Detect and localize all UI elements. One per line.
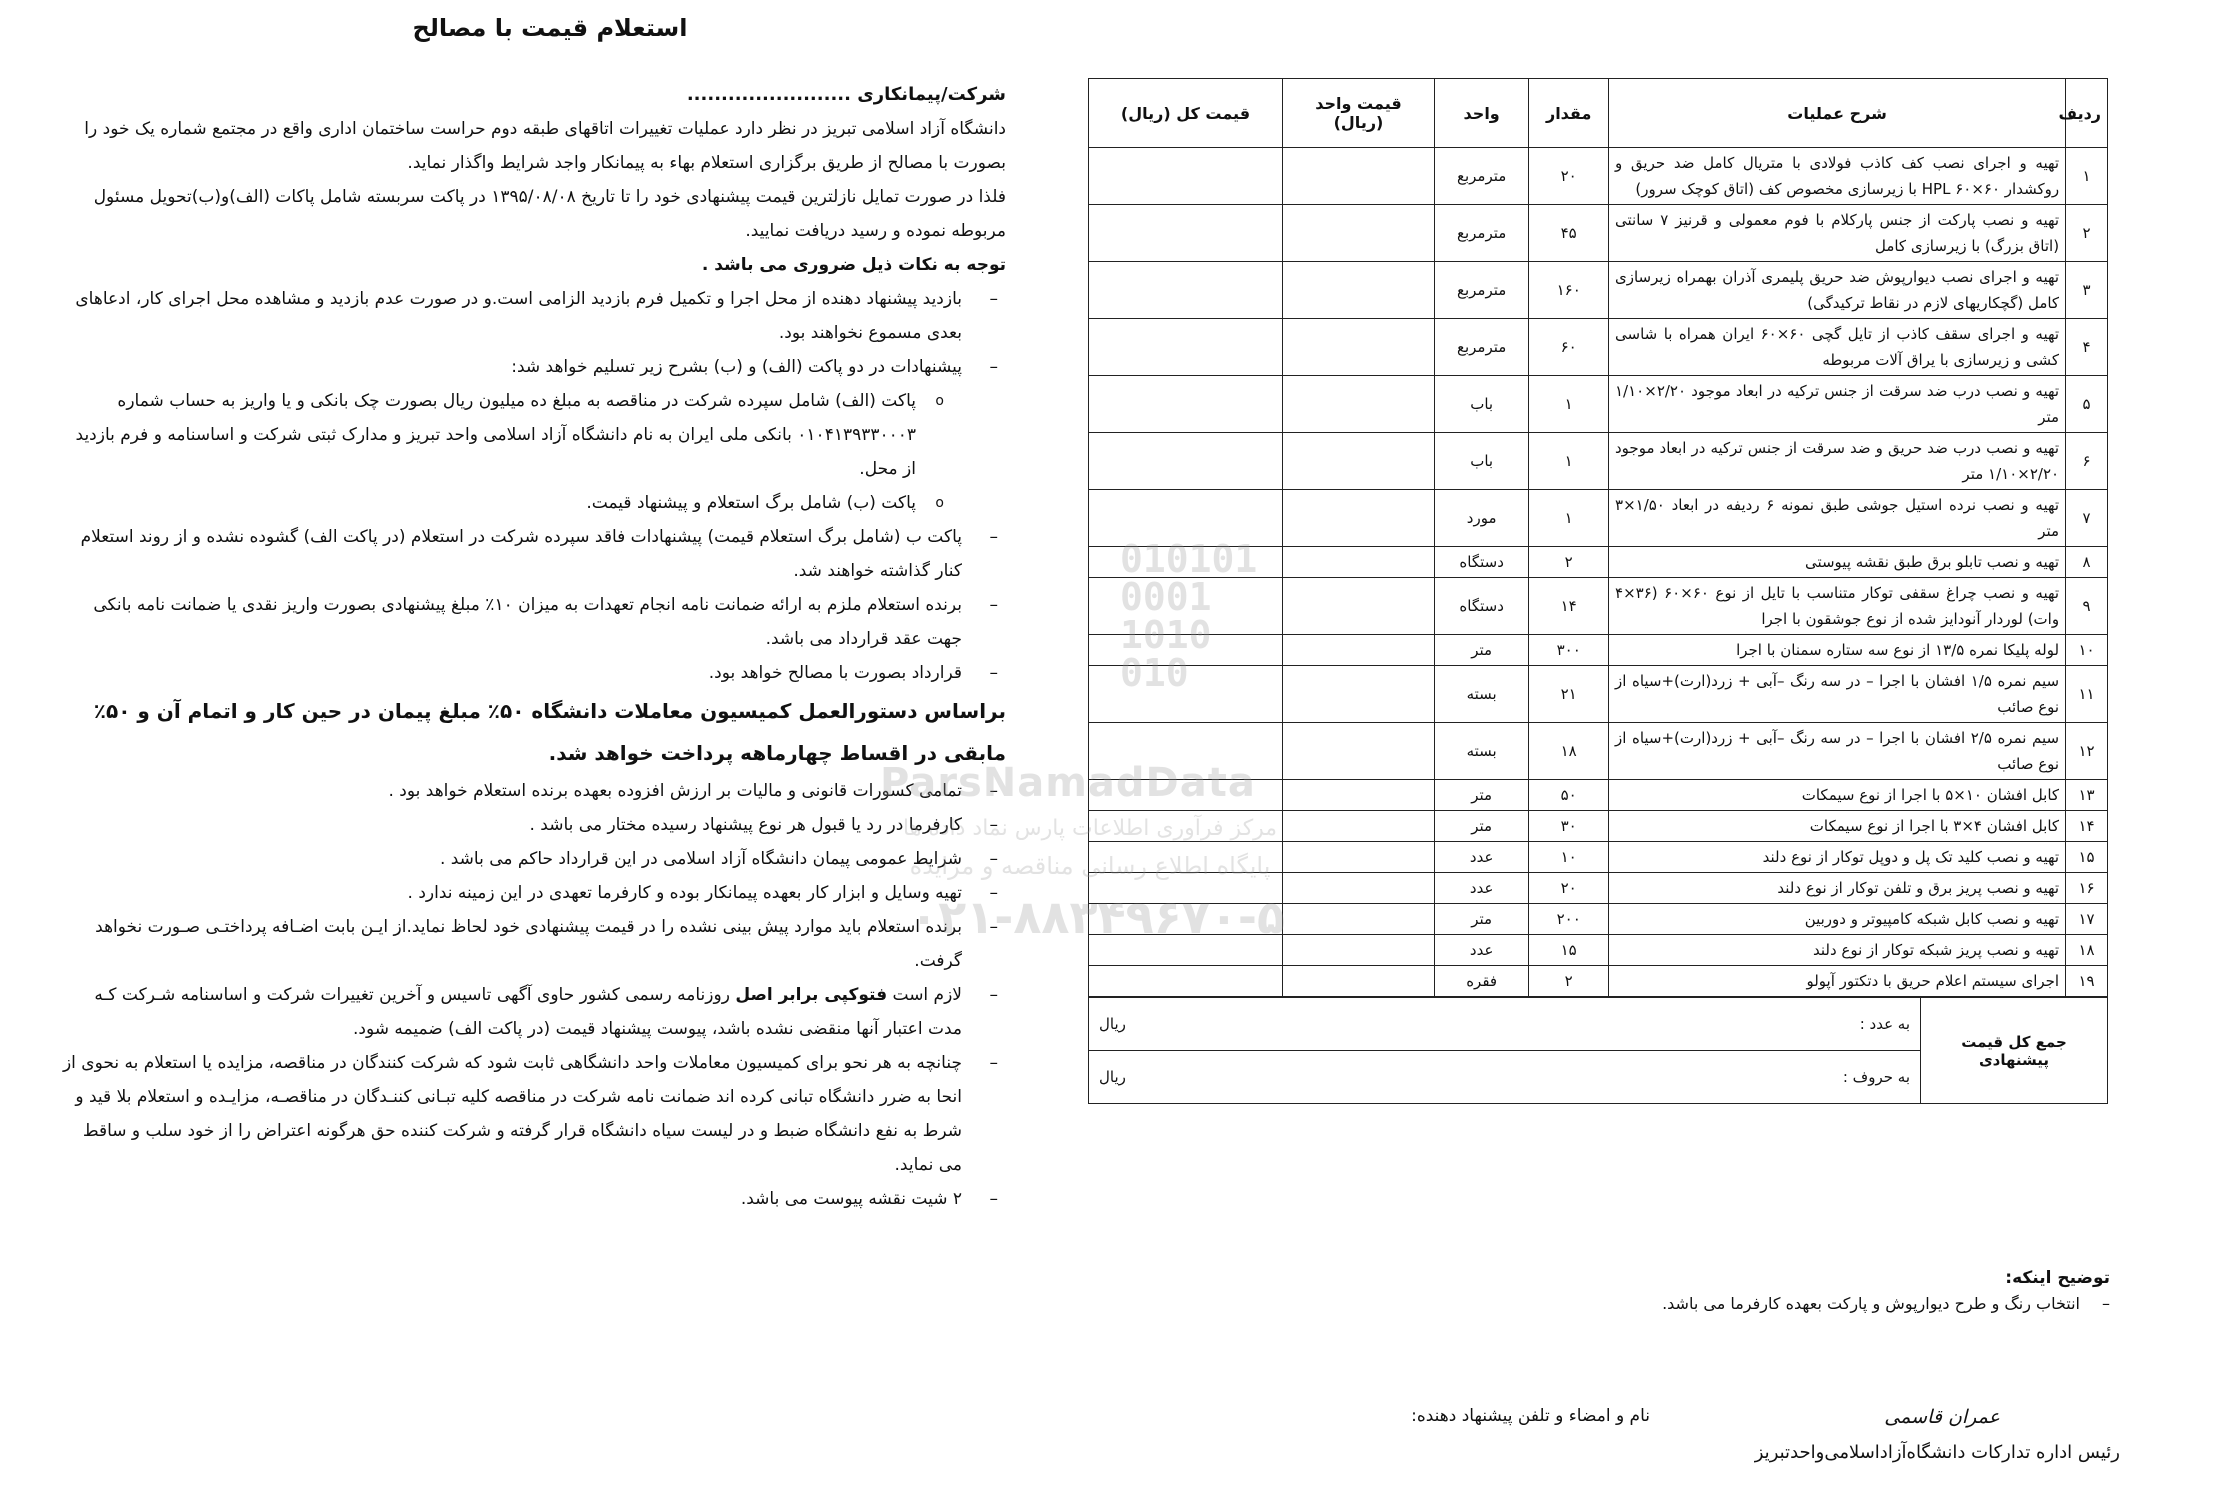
description-cell: کابل افشان ۴×۳ با اجرا از نوع سیمکات bbox=[1609, 811, 2066, 842]
description-cell: اجرای سیستم اعلام حریق با دتکتور آپولو bbox=[1609, 966, 2066, 997]
total-price-cell[interactable] bbox=[1089, 666, 1283, 723]
header-unit-price: قیمت واحد (ریال) bbox=[1282, 79, 1434, 148]
total-price-cell[interactable] bbox=[1089, 935, 1283, 966]
total-price-cell[interactable] bbox=[1089, 811, 1283, 842]
total-price-cell[interactable] bbox=[1089, 780, 1283, 811]
condition-item: – پیشنهادات در دو پاکت (الف) و (ب) بشرح زیر تسلیم خواهد شد: bbox=[60, 350, 1006, 384]
condition-item: – برنده استعلام ملزم به ارائه ضمانت نامه انجام تعهدات به میزان ۱۰٪ مبلغ پیشنهادی بصورت واریز نقدی یا ضمانت نامه بانکی جهت عقد قرارداد می باشد. bbox=[60, 588, 1006, 656]
table-row bbox=[1089, 635, 2108, 666]
condition-item: – بازدید پیشنهاد دهنده از محل اجرا و تکمیل فرم بازدید الزامی است.و در صورت عدم بازدید و مشاهده محل اجرای کار، ادعاهای بعدی مسموع نخواهند بود. bbox=[60, 282, 1006, 350]
unit-price-cell[interactable] bbox=[1282, 547, 1434, 578]
header-quantity: مقدار bbox=[1529, 79, 1609, 148]
row-number-cell: ۷ bbox=[2066, 490, 2108, 547]
unit-cell: مترمربع bbox=[1434, 319, 1528, 376]
table-row bbox=[1089, 262, 2108, 319]
table-row bbox=[1089, 842, 2108, 873]
note-item: –انتخاب رنگ و طرح دیوارپوش و پارکت بعهده کارفرما می باشد. bbox=[1662, 1294, 2110, 1313]
quantity-cell: ۲۰۰ bbox=[1529, 904, 1609, 935]
row-number-cell: ۱ bbox=[2066, 148, 2108, 205]
row-number-cell: ۸ bbox=[2066, 547, 2108, 578]
total-price-cell[interactable] bbox=[1089, 723, 1283, 780]
table-row bbox=[1089, 376, 2108, 433]
total-price-cell[interactable] bbox=[1089, 148, 1283, 205]
table-row bbox=[1089, 723, 2108, 780]
condition-item: – تهیه وسایل و ابزار کار بعهده پیمانکار بوده و کارفرما تعهدی در این زمینه ندارد . bbox=[60, 876, 1006, 910]
intro-paragraph: دانشگاه آزاد اسلامی تبریز در نظر دارد عملیات تغییرات اتاقهای طبقه دوم حراست ساختمان اداری واقع در مجتمع شماره یک خود را بصورت با مصالح از طریق برگزاری استعلام بهاء به پیمانکار واجد شرایط واگذار نماید. bbox=[84, 119, 1006, 173]
table-row bbox=[1089, 578, 2108, 635]
total-price-cell[interactable] bbox=[1089, 873, 1283, 904]
unit-cell: متر bbox=[1434, 780, 1528, 811]
unit-price-cell[interactable] bbox=[1282, 490, 1434, 547]
unit-cell: باب bbox=[1434, 433, 1528, 490]
table-row bbox=[1089, 205, 2108, 262]
description-cell: تهیه و نصب کلید تک پل و دوپل توکار از نوع دلند bbox=[1609, 842, 2066, 873]
quantity-cell: ۱۶۰ bbox=[1529, 262, 1609, 319]
condition-item: – ۲ شیت نقشه پیوست می باشد. bbox=[60, 1182, 1006, 1216]
unit-price-cell[interactable] bbox=[1282, 319, 1434, 376]
description-cell: سیم نمره ۲/۵ افشان با اجرا – در سه رنگ –آبی + زرد(ارت)+سیاه از نوع صائب bbox=[1609, 723, 2066, 780]
unit-cell: بسته bbox=[1434, 723, 1528, 780]
quantity-cell: ۶۰ bbox=[1529, 319, 1609, 376]
condition-item: – قرارداد بصورت با مصالح خواهد بود. bbox=[60, 656, 1006, 690]
quantity-cell: ۵۰ bbox=[1529, 780, 1609, 811]
description-cell: کابل افشان ۱۰×۵ با اجرا از نوع سیمکات bbox=[1609, 780, 2066, 811]
description-cell: لوله پلیکا نمره ۱۳/۵ از نوع سه ستاره سمنان با اجرا bbox=[1609, 635, 2066, 666]
total-price-cell[interactable] bbox=[1089, 490, 1283, 547]
description-cell: تهیه و نصب کابل شبکه کامپیوتر و دوربین bbox=[1609, 904, 2066, 935]
quantity-cell: ۴۵ bbox=[1529, 205, 1609, 262]
row-number-cell: ۱۰ bbox=[2066, 635, 2108, 666]
row-number-cell: ۴ bbox=[2066, 319, 2108, 376]
description-cell: سیم نمره ۱/۵ افشان با اجرا – در سه رنگ –آبی + زرد(ارت)+سیاه از نوع صائب bbox=[1609, 666, 2066, 723]
row-number-cell: ۳ bbox=[2066, 262, 2108, 319]
signer-name: عمران قاسمی bbox=[1884, 1406, 2000, 1428]
quantity-cell: ۲۰ bbox=[1529, 148, 1609, 205]
unit-cell: متر bbox=[1434, 811, 1528, 842]
quantity-cell: ۲۱ bbox=[1529, 666, 1609, 723]
description-cell: تهیه و نصب چراغ سقفی توکار متناسب با تایل از نوع ۶۰×۶۰ (۳۶×۴ وات) لوردار آنودایز شده از نوع جوشقون با اجرا bbox=[1609, 578, 2066, 635]
watermark-digits: 010101 0001 1010 010 bbox=[1120, 537, 1258, 695]
unit-cell: دستگاه bbox=[1434, 547, 1528, 578]
company-line: شرکت/پیمانکاری ........................ bbox=[686, 84, 1006, 105]
row-number-cell: ۲ bbox=[2066, 205, 2108, 262]
header-row-number: ردیف bbox=[2066, 79, 2108, 148]
total-price-cell[interactable] bbox=[1089, 319, 1283, 376]
currency-label: ریال bbox=[1099, 1015, 1126, 1033]
table-row bbox=[1089, 666, 2108, 723]
payment-terms: براساس دستورالعمل کمیسیون معاملات دانشگاه ۵۰٪ مبلغ پیمان در حین کار و اتمام آن و ۵۰٪ مابقی در اقساط چهارماهه پرداخت خواهد شد. bbox=[93, 699, 1006, 765]
description-cell: تهیه و اجرای نصب کف کاذب فولادی با متریال کامل ضد حریق و روکشدار HPL ۶۰×۶۰ با زیرسازی مخصوص کف (اتاق کوچک سرور) bbox=[1609, 148, 2066, 205]
row-number-cell: ۱۹ bbox=[2066, 966, 2108, 997]
unit-cell: فقره bbox=[1434, 966, 1528, 997]
unit-cell: متر bbox=[1434, 904, 1528, 935]
total-price-cell[interactable] bbox=[1089, 262, 1283, 319]
total-price-cell[interactable] bbox=[1089, 547, 1283, 578]
quantity-cell: ۲ bbox=[1529, 966, 1609, 997]
watermark-line1: مرکز فرآوری اطلاعات پارس نماد داده ها bbox=[902, 816, 1278, 841]
unit-cell: مترمربع bbox=[1434, 262, 1528, 319]
description-cell: تهیه و نصب نرده استیل جوشی طبق نمونه ۶ ردیفه در ابعاد ۱/۵۰×۳ متر bbox=[1609, 490, 2066, 547]
quantity-cell: ۱ bbox=[1529, 433, 1609, 490]
table-body bbox=[1089, 148, 2108, 997]
unit-price-cell[interactable] bbox=[1282, 205, 1434, 262]
quantity-cell: ۱۸ bbox=[1529, 723, 1609, 780]
row-number-cell: ۱۵ bbox=[2066, 842, 2108, 873]
unit-price-cell[interactable] bbox=[1282, 966, 1434, 997]
total-price-cell[interactable] bbox=[1089, 376, 1283, 433]
quantity-cell: ۲ bbox=[1529, 547, 1609, 578]
table-row bbox=[1089, 966, 2108, 997]
unit-price-cell[interactable] bbox=[1282, 935, 1434, 966]
description-cell: تهیه و نصب درب ضد حریق و ضد سرقت از جنس ترکیه در ابعاد موجود ۲/۲۰×۱/۱۰ متر bbox=[1609, 433, 2066, 490]
total-by-words[interactable] bbox=[1089, 1051, 1921, 1104]
unit-price-cell[interactable] bbox=[1282, 376, 1434, 433]
description-cell: تهیه و نصب پریز شبکه توکار از نوع دلند bbox=[1609, 935, 2066, 966]
unit-price-cell[interactable] bbox=[1282, 433, 1434, 490]
unit-cell: باب bbox=[1434, 376, 1528, 433]
quantity-cell: ۱ bbox=[1529, 376, 1609, 433]
row-number-cell: ۱۴ bbox=[2066, 811, 2108, 842]
condition-item: – چنانچه به هر نحو برای کمیسیون معاملات واحد دانشگاهی ثابت شود که شرکت کنندگان در مناقصه، مزایده یا استعلام به نحوی از انحا به ضرر دانشگاه تبانی کرده اند ضمانت نامه شرکت در مناقصه کلیه تبـانی کننـدگان در مناقصـه، مزایـده و استعلام بلا قید و شرط به نفع دانشگاه ضبط و در لیست سیاه دانشگاه قرار گرفته و شرکت کننده حق هرگونه اعتراض را از خود سلب و ساقط می نماید. bbox=[60, 1046, 1006, 1182]
total-price-cell[interactable] bbox=[1089, 966, 1283, 997]
signer-title: رئیس اداره تدارکات دانشگاه‌آزاداسلامی‌واحدتبریز bbox=[1754, 1442, 2120, 1463]
unit-price-cell[interactable] bbox=[1282, 148, 1434, 205]
unit-cell: مورد bbox=[1434, 490, 1528, 547]
unit-price-cell[interactable] bbox=[1282, 666, 1434, 723]
row-number-cell: ۵ bbox=[2066, 376, 2108, 433]
total-label: جمع کل قیمت پیشنهادی bbox=[1921, 998, 2108, 1104]
by-number-label: به عدد : bbox=[1859, 1015, 1910, 1033]
row-number-cell: ۱۲ bbox=[2066, 723, 2108, 780]
watermark-line2: پایگاه اطلاع رسانی مناقصه و مزایده bbox=[909, 852, 1271, 880]
row-number-cell: ۱۳ bbox=[2066, 780, 2108, 811]
quantity-cell: ۳۰ bbox=[1529, 811, 1609, 842]
unit-cell: دستگاه bbox=[1434, 578, 1528, 635]
row-number-cell: ۱۸ bbox=[2066, 935, 2108, 966]
attention-heading: توجه به نکات ذیل ضروری می باشد . bbox=[701, 255, 1006, 275]
row-number-cell: ۹ bbox=[2066, 578, 2108, 635]
unit-cell: متر bbox=[1434, 635, 1528, 666]
table-row bbox=[1089, 780, 2108, 811]
condition-item: – کارفرما در رد یا قبول هر نوع پیشنهاد رسیده مختار می باشد . bbox=[60, 808, 1006, 842]
table-row bbox=[1089, 148, 2108, 205]
header-unit: واحد bbox=[1434, 79, 1528, 148]
condition-item: – برنده استعلام باید موارد پیش بینی نشده را در قیمت پیشنهادی خود لحاظ نماید.از ایـن بابت اضـافه پرداختـی صـورت نخواهد گرفت. bbox=[60, 910, 1006, 978]
table-header-row bbox=[1089, 79, 2108, 148]
description-cell: تهیه و اجرای نصب دیوارپوش ضد حریق پلیمری آذران بهمراه زیرسازی کامل (گچکاریهای لازم در نقاط ترکیدگی) bbox=[1609, 262, 2066, 319]
total-price-cell[interactable] bbox=[1089, 205, 1283, 262]
table-row bbox=[1089, 811, 2108, 842]
description-cell: تهیه و نصب تابلو برق طبق نقشه پیوستی bbox=[1609, 547, 2066, 578]
currency-label: ریال bbox=[1099, 1068, 1126, 1086]
quantity-cell: ۳۰۰ bbox=[1529, 635, 1609, 666]
total-price-cell[interactable] bbox=[1089, 433, 1283, 490]
quantity-cell: ۱۰ bbox=[1529, 842, 1609, 873]
operations-table-section bbox=[1088, 78, 2108, 1104]
quantity-cell: ۲۰ bbox=[1529, 873, 1609, 904]
row-number-cell: ۶ bbox=[2066, 433, 2108, 490]
condition-item: – شرایط عمومی پیمان دانشگاه آزاد اسلامی در این قرارداد حاکم می باشد . bbox=[60, 842, 1006, 876]
condition-item: – لازم است فتوکپی برابر اصل روزنامه رسمی کشور حاوی آگهی تاسیس و آخرین تغییرات شرکت و اساسنامه شـرکت کـه مدت اعتبار آنها منقضی نشده باشد، پیوست پیشنهاد قیمت (در پاکت الف) ضمیمه شود. bbox=[60, 978, 1006, 1046]
unit-cell: مترمربع bbox=[1434, 205, 1528, 262]
quantity-cell: ۱۵ bbox=[1529, 935, 1609, 966]
quantity-cell: ۱ bbox=[1529, 490, 1609, 547]
watermark-brand: ParsNamadData bbox=[880, 760, 1256, 806]
unit-price-cell[interactable] bbox=[1282, 780, 1434, 811]
page-title: استعلام قیمت با مصالح bbox=[412, 14, 688, 42]
table-row bbox=[1089, 547, 2108, 578]
watermark-phone: ۰۲۱-۸۸۳۴۹۶۷۰-۵ bbox=[910, 890, 1286, 944]
description-cell: تهیه و اجرای سقف کاذب از تایل گچی ۶۰×۶۰ ایران همراه با شاسی کشی و زیرسازی با یراق آلات مربوطه bbox=[1609, 319, 2066, 376]
bidder-signature-label: نام و امضاء و تلفن پیشنهاد دهنده: bbox=[1411, 1406, 1650, 1426]
description-cell: تهیه و نصب درب ضد سرقت از جنس ترکیه در ابعاد موجود ۲/۲۰×۱/۱۰ متر bbox=[1609, 376, 2066, 433]
unit-price-cell[interactable] bbox=[1282, 578, 1434, 635]
header-description: شرح عملیات bbox=[1609, 79, 2066, 148]
unit-cell: بسته bbox=[1434, 666, 1528, 723]
condition-subitem: o پاکت (الف) شامل سپرده شرکت در مناقصه به مبلغ ده میلیون ریال بصورت چک بانکی و یا واریز به حساب شماره ۰۱۰۴۱۳۹۳۳۰۰۰۳ بانکی ملی ایران به نام دانشگاه آزاد اسلامی واحد تبریز و مدارک ثبتی شرکت و اساسنامه و فرم بازدید از محل. bbox=[60, 384, 1006, 486]
table-row bbox=[1089, 319, 2108, 376]
condition-item: – پاکت ب (شامل برگ استعلام قیمت) پیشنهادات فاقد سپرده شرکت در استعلام (در پاکت الف) گشوده نشده و از روند استعلام کنار گذاشته خواهند شد. bbox=[60, 520, 1006, 588]
table-row bbox=[1089, 873, 2108, 904]
table-row bbox=[1089, 935, 2108, 966]
by-words-label: به حروف : bbox=[1842, 1068, 1910, 1086]
row-number-cell: ۱۶ bbox=[2066, 873, 2108, 904]
condition-subitem: o پاکت (ب) شامل برگ استعلام و پیشنهاد قیمت. bbox=[60, 486, 1006, 520]
unit-price-cell[interactable] bbox=[1282, 635, 1434, 666]
unit-price-cell[interactable] bbox=[1282, 262, 1434, 319]
description-cell: تهیه و نصب پارکت از جنس پارکلام با فوم معمولی و قرنیز ۷ سانتی (اتاق بزرگ) با زیرسازی کامل bbox=[1609, 205, 2066, 262]
unit-price-cell[interactable] bbox=[1282, 723, 1434, 780]
total-by-number[interactable] bbox=[1089, 998, 1921, 1051]
total-price-cell[interactable] bbox=[1089, 578, 1283, 635]
total-price-cell[interactable] bbox=[1089, 904, 1283, 935]
unit-cell: مترمربع bbox=[1434, 148, 1528, 205]
description-cell: تهیه و نصب پریز برق و تلفن توکار از نوع دلند bbox=[1609, 873, 2066, 904]
unit-cell: عدد bbox=[1434, 873, 1528, 904]
unit-price-cell[interactable] bbox=[1282, 842, 1434, 873]
unit-cell: عدد bbox=[1434, 842, 1528, 873]
row-number-cell: ۱۱ bbox=[2066, 666, 2108, 723]
row-number-cell: ۱۷ bbox=[2066, 904, 2108, 935]
unit-price-cell[interactable] bbox=[1282, 904, 1434, 935]
deadline-paragraph: فلذا در صورت تمایل نازلترین قیمت پیشنهادی خود را تا تاریخ ۱۳۹۵/۰۸/۰۸ در پاکت سربسته شامل پاکات (الف)و(ب)تحویل مسئول مربوطه نموده و رسید دریافت نمایید. bbox=[93, 187, 1006, 241]
unit-price-cell[interactable] bbox=[1282, 873, 1434, 904]
table-row bbox=[1089, 904, 2108, 935]
table-row bbox=[1089, 433, 2108, 490]
table-row bbox=[1089, 490, 2108, 547]
operations-table bbox=[1088, 78, 2108, 997]
header-total-price: قیمت کل (ریال) bbox=[1089, 79, 1283, 148]
unit-cell: عدد bbox=[1434, 935, 1528, 966]
conditions-section bbox=[60, 78, 1006, 1216]
unit-price-cell[interactable] bbox=[1282, 811, 1434, 842]
quantity-cell: ۱۴ bbox=[1529, 578, 1609, 635]
notes-title: توضیح اینکه: bbox=[2005, 1268, 2110, 1288]
total-table bbox=[1088, 997, 2108, 1104]
condition-item: – تمامی کسورات قانونی و مالیات بر ارزش افزوده بعهده برنده استعلام خواهد بود . bbox=[60, 774, 1006, 808]
total-price-cell[interactable] bbox=[1089, 635, 1283, 666]
total-price-cell[interactable] bbox=[1089, 842, 1283, 873]
